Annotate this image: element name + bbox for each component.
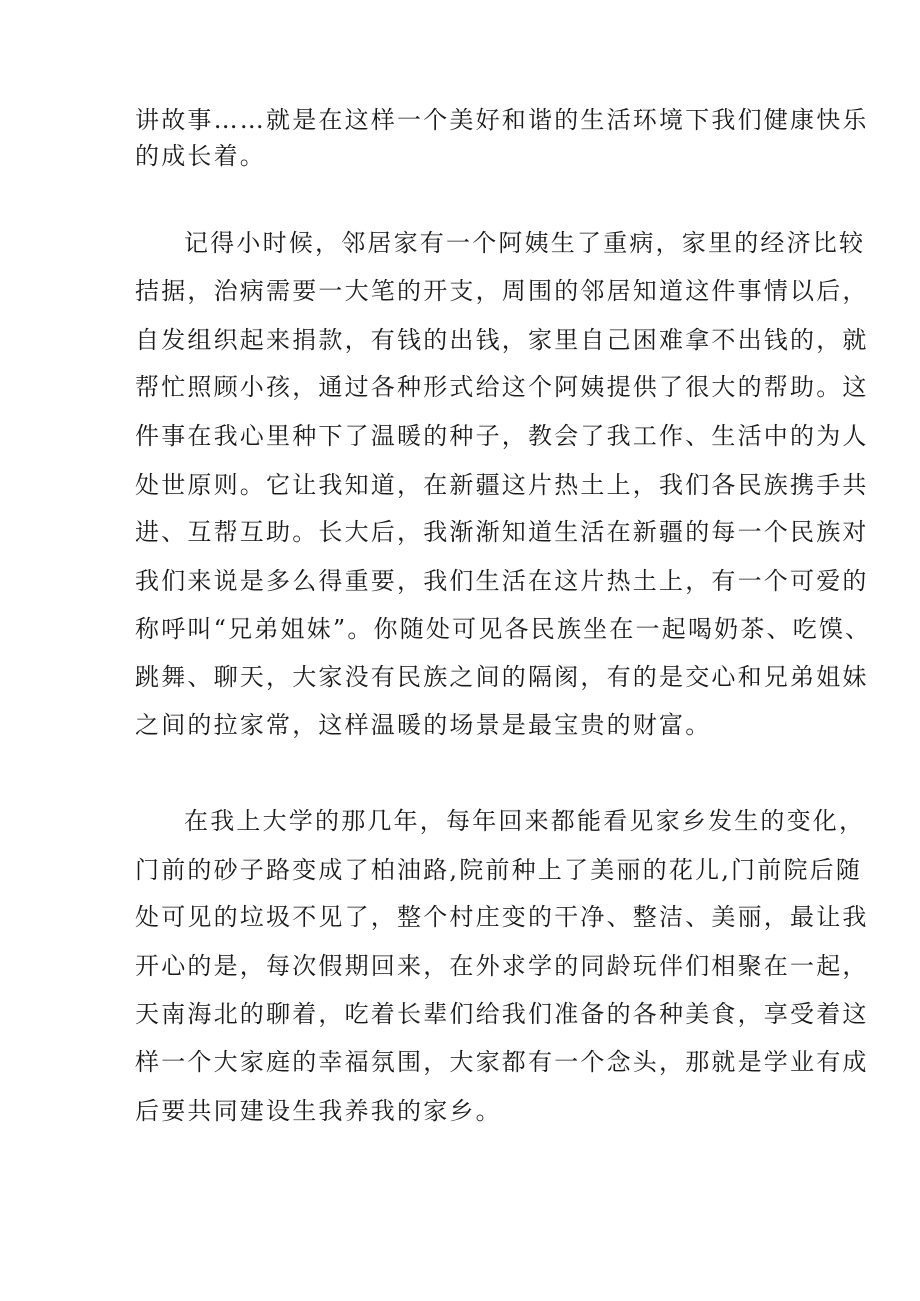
paragraph-1-line-1: 讲故事……就是在这样一个美好和谐的生活环境下我们健康快乐 [135,106,869,134]
paragraph-2-line-8: 我们来说是多么得重要，我们生活在这片热土上，有一个可爱的 [135,567,869,595]
paragraph-3-line-3: 处可见的垃圾不见了，整个村庄变的干净、整洁、美丽，最让我 [135,903,869,931]
paragraph-2-line-1: 记得小时候，邻居家有一个阿姨生了重病，家里的经济比较 [184,229,866,257]
paragraph-3-line-2: 门前的砂子路变成了柏油路,院前种上了美丽的花儿,门前院后随 [135,856,863,884]
paragraph-2-line-6: 处世原则。它让我知道，在新疆这片热土上，我们各民族携手共 [135,471,869,499]
paragraph-2-line-7: 进、互帮互助。长大后，我渐渐知道生活在新疆的每一个民族对 [135,518,869,546]
paragraph-3-line-5: 天南海北的聊着，吃着长辈们给我们准备的各种美食，享受着这 [135,1000,869,1028]
paragraph-2-line-5: 件事在我心里种下了温暖的种子，教会了我工作、生活中的为人 [135,422,869,450]
paragraph-3-line-6: 样一个大家庭的幸福氛围，大家都有一个念头，那就是学业有成 [135,1048,869,1076]
paragraph-3-line-1: 在我上大学的那几年，每年回来都能看见家乡发生的变化， [184,807,866,835]
paragraph-3-line-4: 开心的是，每次假期回来，在外求学的同龄玩伴们相聚在一起， [135,952,869,980]
paragraph-1-line-2: 的成长着。 [135,142,266,170]
paragraph-2-line-10: 跳舞、聊天，大家没有民族之间的隔阂，有的是交心和兄弟姐妹 [135,663,869,691]
paragraph-3-line-7: 后要共同建设生我养我的家乡。 [135,1097,502,1125]
paragraph-2-line-11: 之间的拉家常，这样温暖的场景是最宝贵的财富。 [135,711,712,739]
paragraph-2-line-4: 帮忙照顾小孩，通过各种形式给这个阿姨提供了很大的帮助。这 [135,373,869,401]
paragraph-2-line-3: 自发组织起来捐款，有钱的出钱，家里自己困难拿不出钱的，就 [135,326,869,354]
paragraph-2-line-9: 称呼叫“兄弟姐妹”。你随处可见各民族坐在一起喝奶茶、吃馍、 [135,615,872,643]
paragraph-2-line-2: 拮据，治病需要一大笔的开支，周围的邻居知道这件事情以后， [135,277,869,305]
